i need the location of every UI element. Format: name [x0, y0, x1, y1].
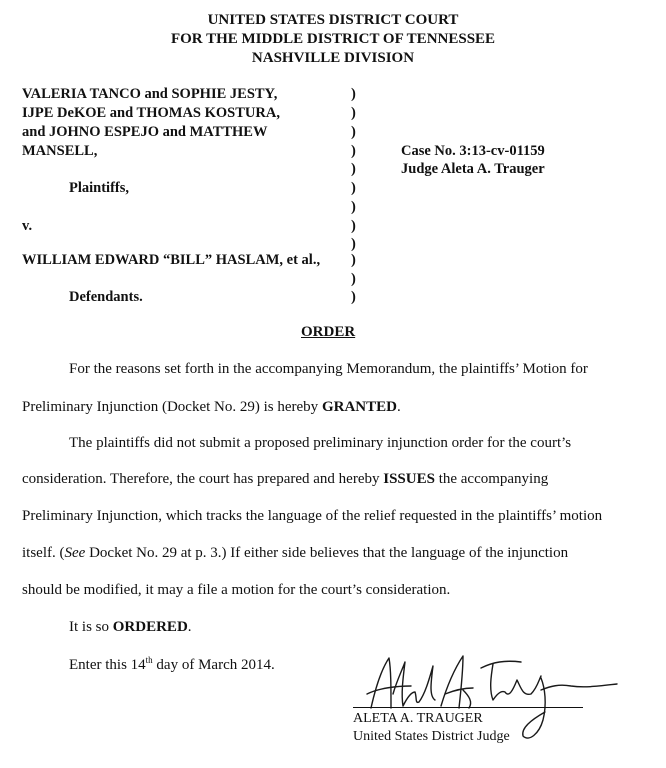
- plaintiffs-label: Plaintiffs,: [69, 180, 130, 196]
- ordered-line: It is so ORDERED.: [69, 619, 192, 635]
- caption-paren: ): [351, 180, 356, 196]
- plaintiffs-line-1: VALERIA TANCO and SOPHIE JESTY,: [22, 86, 278, 102]
- signatory-title: United States District Judge: [353, 729, 510, 744]
- caption-paren: ): [351, 86, 356, 102]
- plaintiffs-line-3: and JOHNO ESPEJO and MATTHEW: [22, 124, 268, 140]
- caption-paren: ): [351, 218, 356, 234]
- court-name: UNITED STATES DISTRICT COURT: [207, 12, 459, 28]
- judge-name: Judge Aleta A. Trauger: [401, 161, 545, 177]
- caption-paren: ): [351, 161, 356, 177]
- caption-paren: ): [351, 236, 356, 252]
- versus-label: v.: [22, 218, 33, 234]
- court-district: FOR THE MIDDLE DISTRICT OF TENNESSEE: [170, 31, 496, 47]
- order-paragraph-1-line-1: For the reasons set forth in the accompanying Memorandum, the plaintiffs’ Motion for: [69, 361, 588, 377]
- caption-paren: ): [351, 289, 356, 305]
- defendant-name: WILLIAM EDWARD “BILL” HASLAM, et al.,: [22, 252, 321, 268]
- order-paragraph-2-line-5: should be modified, it may a file a motion for the court’s consideration.: [22, 582, 451, 598]
- case-number: Case No. 3:13-cv-01159: [401, 143, 545, 159]
- caption-paren: ): [351, 271, 356, 287]
- order-paragraph-2-line-2: consideration. Therefore, the court has prepared and hereby ISSUES the accompanying: [22, 471, 549, 487]
- order-paragraph-2-line-4: itself. (See Docket No. 29 at p. 3.) If either side believes that the language of the injunction: [22, 545, 569, 561]
- defendants-label: Defendants.: [69, 289, 143, 305]
- caption-paren: ): [351, 252, 356, 268]
- caption-paren: ): [351, 143, 356, 159]
- ordered-text: ORDERED: [112, 619, 188, 635]
- caption-paren: ): [351, 124, 356, 140]
- order-paragraph-1-line-2: Preliminary Injunction (Docket No. 29) is hereby GRANTED.: [22, 399, 401, 415]
- signature-line: [353, 707, 583, 708]
- order-paragraph-2-line-1: The plaintiffs did not submit a proposed preliminary injunction order for the court’s: [69, 435, 572, 451]
- court-division: NASHVILLE DIVISION: [251, 50, 415, 66]
- order-paragraph-2-line-3: Preliminary Injunction, which tracks the language of the relief requested in the plaintiffs’ motion: [22, 508, 603, 524]
- plaintiffs-line-4: MANSELL,: [22, 143, 98, 159]
- issues-text: ISSUES: [383, 471, 435, 487]
- signatory-name: ALETA A. TRAUGER: [353, 711, 483, 726]
- see-signal: See: [64, 545, 86, 561]
- plaintiffs-line-2: IJPE DeKOE and THOMAS KOSTURA,: [22, 105, 280, 121]
- caption-paren: ): [351, 105, 356, 121]
- order-title: ORDER: [301, 324, 356, 340]
- caption-paren: ): [351, 199, 356, 215]
- enter-date-line: Enter this 14th day of March 2014.: [69, 655, 275, 673]
- granted-text: GRANTED: [321, 399, 397, 415]
